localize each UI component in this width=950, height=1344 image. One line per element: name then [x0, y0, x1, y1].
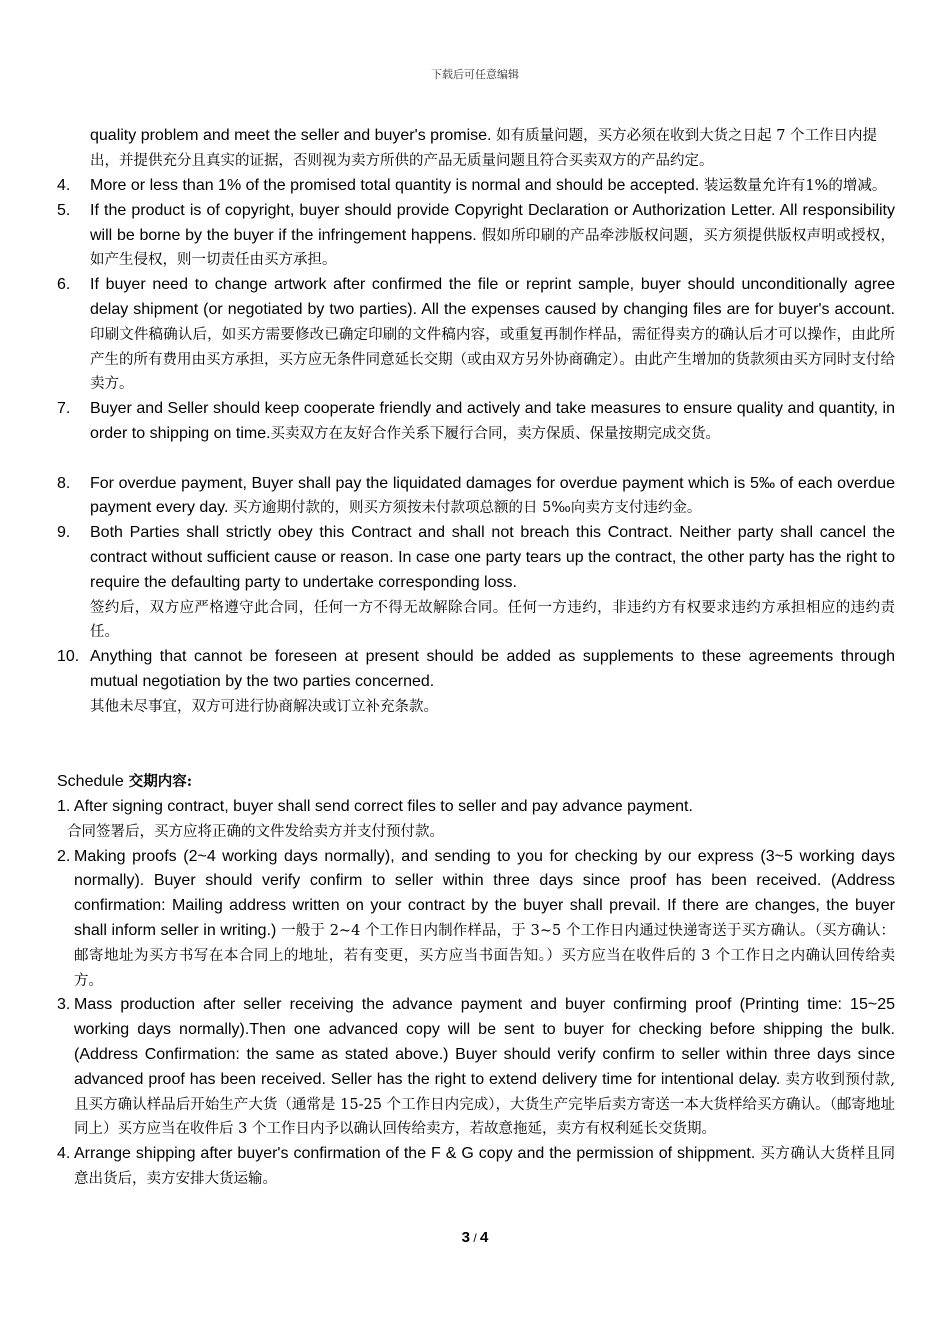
schedule-heading-cn: 交期内容: — [123, 773, 193, 790]
schedule-heading — [57, 770, 192, 795]
term-text-cn: 买卖双方在友好合作关系下履行合同，卖方保质、保量按期完成交货。 — [270, 425, 721, 442]
term-text-cn: 其他未尽事宜，双方可进行协商解决或订立补充条款。 — [90, 698, 438, 715]
term-number: 4. — [57, 177, 71, 194]
term-text-cn: 签约后，双方应严格遵守此合同，任何一方不得无故解除合同。任何一方违约，非违约方有权要求违约方承担相应的违约责任。 — [90, 599, 895, 641]
term-item — [57, 199, 895, 273]
schedule-number: 4. — [57, 1145, 71, 1163]
term-text-cn: 装运数量允许有1%的增减。 — [699, 178, 887, 194]
schedule-number: 1. — [57, 798, 71, 815]
term-number: 10. — [57, 648, 80, 666]
schedule-text-cn: 买方确认大货样且同意出货后，卖方安排大货运输。 — [74, 1146, 896, 1187]
term-text-en: Anything that cannot be foreseen at present should be added as supplements to these agreements through mutual negotiation by the two parties concerned. — [90, 648, 895, 690]
term-item — [57, 472, 895, 522]
term-number: 9. — [57, 524, 71, 542]
term-item — [57, 273, 895, 397]
term-text-en: More or less than 1% of the promised total quantity is normal and should be accepted. — [90, 177, 700, 194]
term-number: 6. — [57, 276, 71, 294]
term-item — [57, 397, 895, 447]
schedule-list — [57, 795, 895, 1192]
term-text-en: For overdue payment, Buyer shall pay the liquidated damages for overdue payment which is 5‰ of each overdue payment every day. — [90, 474, 895, 517]
term-text-cn: 买方逾期付款的，则买方须按未付款项总额的日 5‰向卖方支付违约金。 — [228, 500, 702, 517]
schedule-text-en: Mass production after seller receiving the advance payment and buyer confirming proof (Printing time: 15~25 working days normally).Then one advanced copy will be sent to buyer for checking before shipping the bulk. (Address Confirmation: the same as stated above.) Buyer should verify confirm to seller within three days since advanced proof has been received. Seller has the right to extend delivery time for intentional delay. — [74, 996, 895, 1088]
term-item — [57, 645, 895, 719]
page-header: 下载后可任意编辑 — [431, 68, 519, 81]
schedule-text-cn: 合同签署后，买方应将正确的文件发给卖方并支付预付款。 — [67, 823, 444, 840]
page-separator: / — [469, 1231, 480, 1245]
term-text-en: If the product is of copyright, buyer should provide Copyright Declaration or Authorization Letter. All responsibility will be borne by the buyer if the infringement happens. — [90, 201, 895, 244]
clause-text-cn: 如有质量问题，买方必须在收到大货之日起 7 个工作日内提出，并提供充分且真实的证据，否则视为卖方所供的产品无质量问题且符合买卖双方的产品约定。 — [90, 128, 878, 169]
schedule-text-en: Arrange shipping after buyer's confirmation of the F & G copy and the permission of shippment. — [74, 1145, 756, 1163]
term-text-en: Buyer and Seller should keep cooperate friendly and actively and take measures to ensure quality and quantity, in order to shipping on time. — [90, 400, 895, 442]
term-text-en: Both Parties shall strictly obey this Contract and shall not breach this Contract. Neither party shall cancel the contract without sufficient cause or reason. In case one party tears up the contract, the other party has the right to require the defaulting party to undertake corresponding loss. — [90, 524, 895, 591]
schedule-item — [57, 1142, 895, 1192]
page-current: 3 — [461, 1229, 470, 1246]
schedule-text-cn: 卖方收到预付款,且买方确认样品后开始生产大货（通常是 15-25 个工作日内完成），大货生产完毕后卖方寄送一本大货样给买方确认。（邮寄地址同上）买方应当在收件后 3 个工作日内予以确认回传给卖方，若故意拖延，卖方有权利延长交货期。 — [74, 1071, 895, 1138]
schedule-number: 3. — [57, 996, 71, 1014]
schedule-item — [57, 845, 895, 994]
continued-clause — [90, 124, 905, 174]
terms-list — [57, 174, 895, 720]
page-total: 4 — [480, 1229, 489, 1246]
term-text-cn: 印刷文件稿确认后，如买方需要修改已确定印刷的文件稿内容，或重复再制作样品，需征得卖方的确认后才可以操作，由此所产生的所有费用由买方承担，买方应无条件同意延长交期（或由双方另外协商确定）。由此产生增加的货款须由买方同时支付给卖方。 — [90, 326, 895, 393]
term-item — [57, 174, 895, 199]
schedule-heading-en: Schedule — [57, 773, 124, 790]
term-text-cn: 假如所印刷的产品牵涉版权问题，买方须提供版权声明或授权，如产生侵权，则一切责任由买方承担。 — [90, 227, 896, 269]
schedule-number: 2. — [57, 847, 71, 865]
schedule-text-cn: 一般于 2~4 个工作日内制作样品，于 3~5 个工作日内通过快递寄送于买方确认。（买方确认：邮寄地址为买方书写在本合同上的地址，若有变更，买方应当书面告知。）买方应当在收件后的 3 个工作日之内确认回传给卖方。 — [74, 922, 895, 989]
term-item — [57, 521, 895, 645]
schedule-item — [57, 795, 895, 845]
term-number: 8. — [57, 474, 71, 492]
schedule-text-en: Making proofs (2~4 working days normally), and sending to you for checking by our express (3~5 working days normally). Buyer should verify confirm to seller within three days since proof has been received. (Address confirmation: Mailing address written on your contract by the buyer shall prevail. If there are changes, the buyer shall inform seller in writing.) — [74, 847, 895, 939]
term-number: 5. — [57, 201, 71, 219]
term-text-en: If buyer need to change artwork after confirmed the file or reprint sample, buyer should unconditionally agree delay shipment (or negotiated by two parties). All the expenses caused by changing files are for buyer's account. — [90, 276, 895, 318]
schedule-text-en: After signing contract, buyer shall send correct files to seller and pay advance payment. — [70, 798, 693, 815]
term-number: 7. — [57, 400, 71, 418]
page-number — [0, 1229, 950, 1246]
schedule-item — [57, 993, 895, 1142]
clause-text-en: quality problem and meet the seller and buyer's promise. — [90, 127, 492, 144]
